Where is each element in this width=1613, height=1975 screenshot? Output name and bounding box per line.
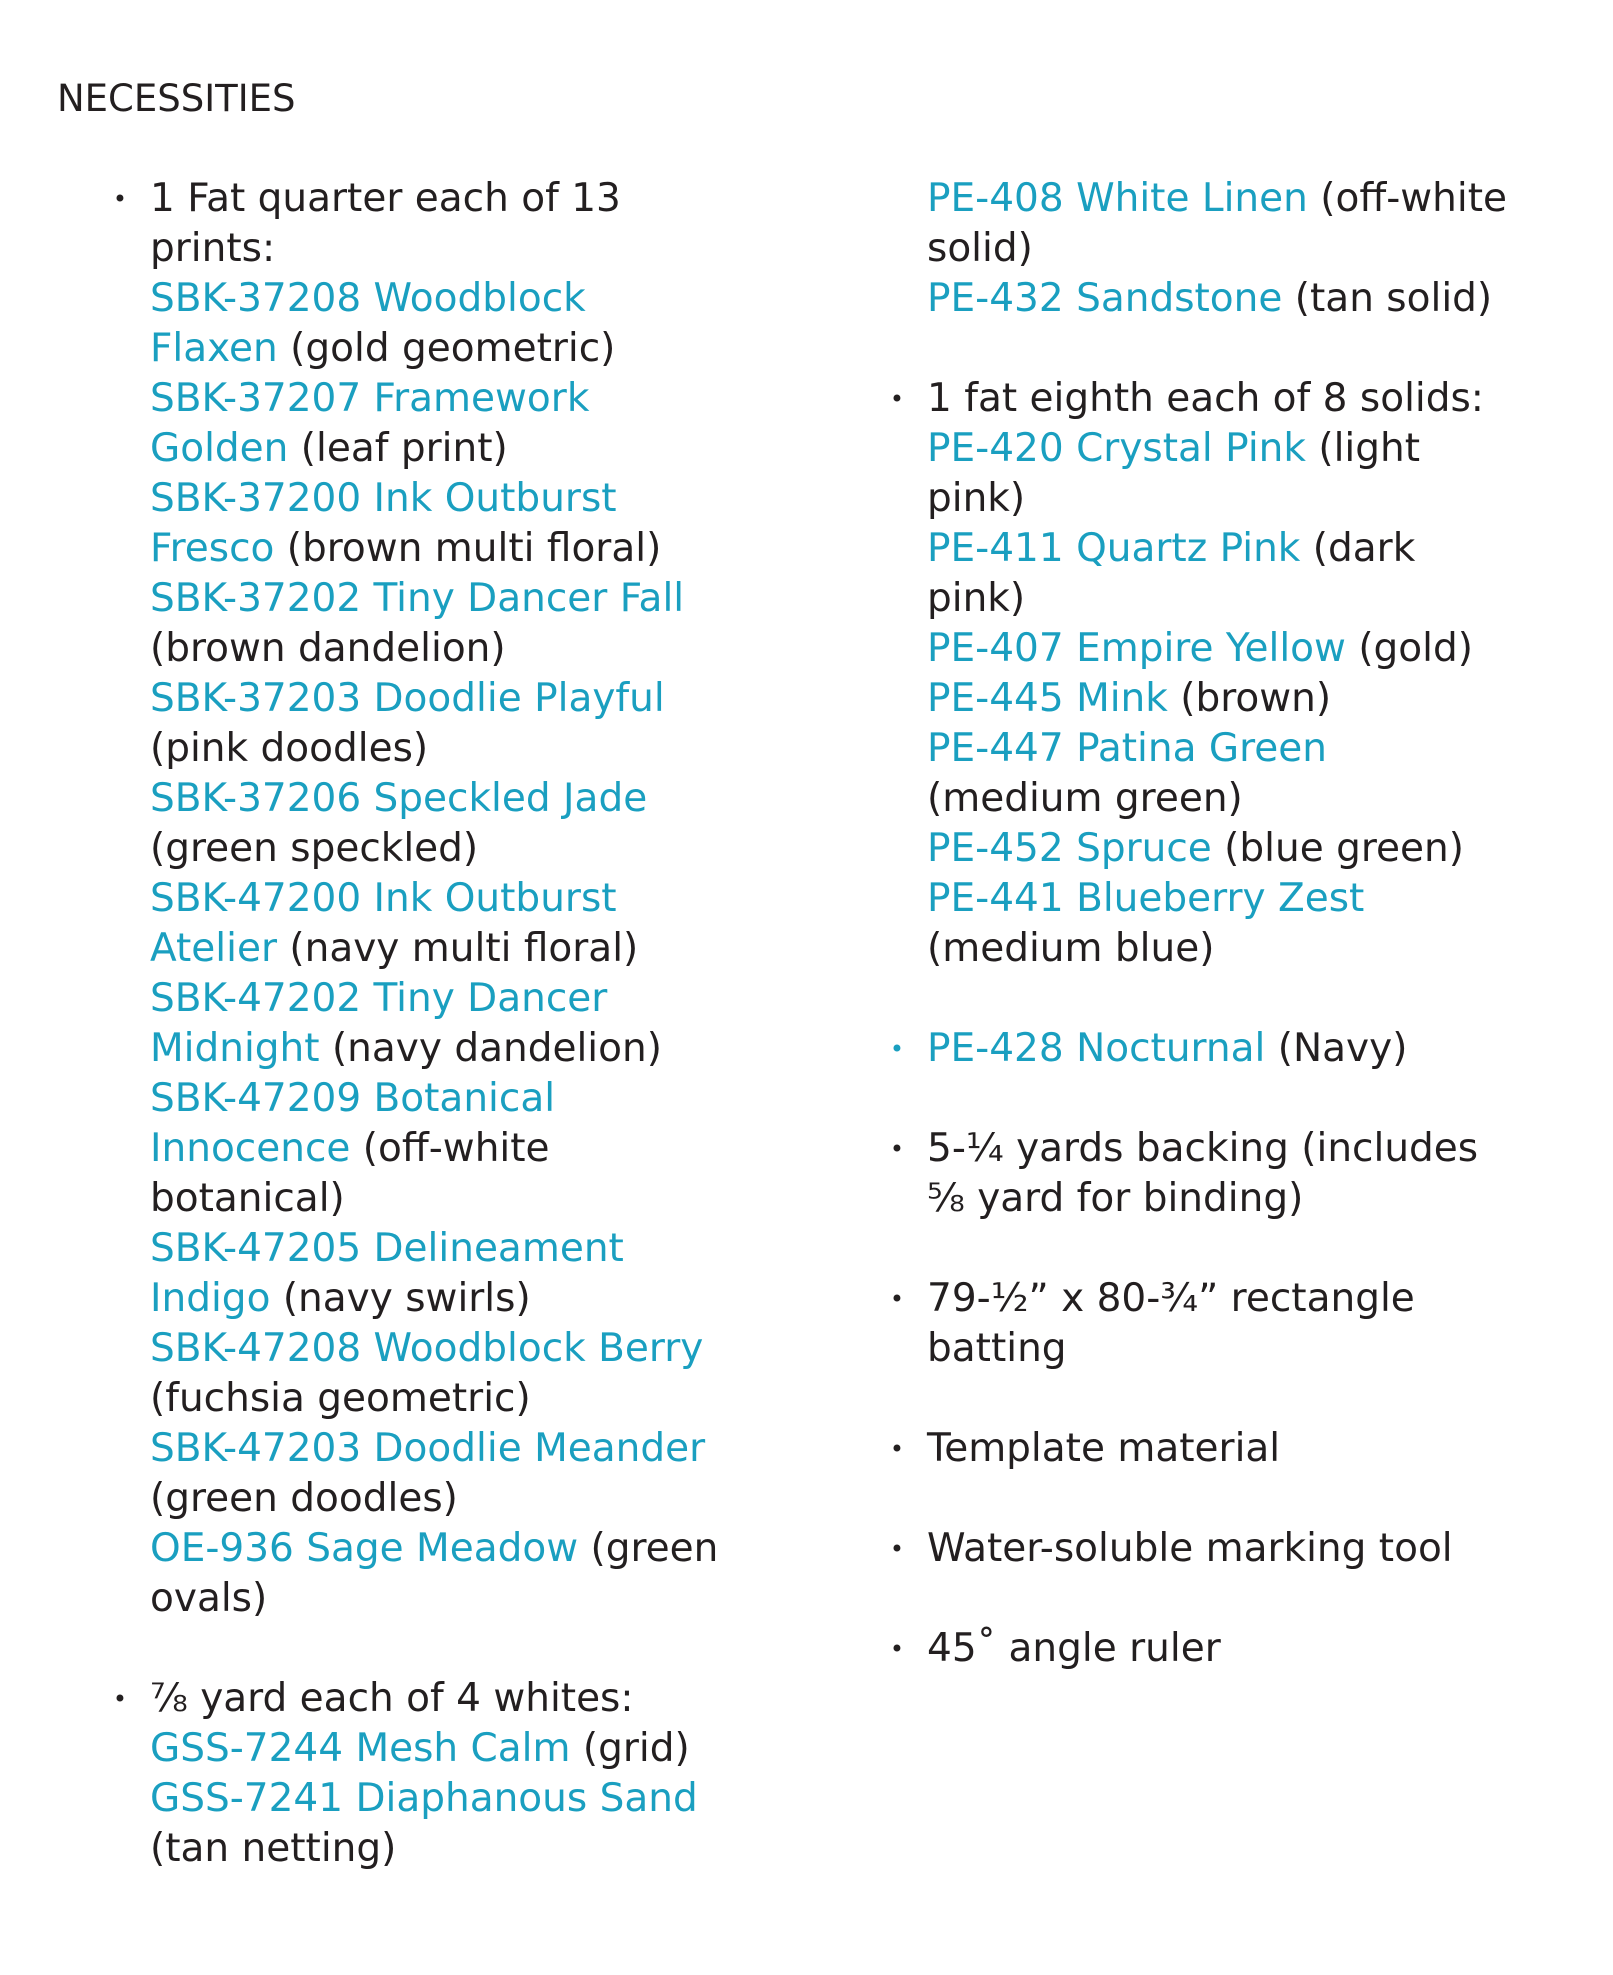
fabric-code: PE-420 Crystal Pink (927, 426, 1306, 471)
item-text: 1 fat eighth each of 8 solids: (927, 376, 1484, 421)
item-line (927, 1524, 1587, 1574)
fabric-code: SBK-47205 Delineament (150, 1226, 624, 1271)
item-text: (navy dandelion) (319, 1026, 662, 1071)
item-line (927, 924, 1587, 974)
supply-item (110, 1674, 770, 1874)
item-line (150, 1174, 770, 1224)
fabric-code: SBK-37206 Speckled Jade (150, 776, 648, 821)
item-text: 1 Fat quarter each of 13 (150, 176, 621, 221)
item-line (927, 424, 1587, 474)
item-line (150, 324, 770, 374)
left-column (110, 174, 770, 1924)
item-line (927, 174, 1587, 224)
bullet-icon: • (889, 1035, 905, 1063)
fabric-code: PE-408 White Linen (927, 176, 1308, 221)
bullet-icon: • (889, 1135, 905, 1163)
fabric-code: SBK-47209 Botanical (150, 1076, 556, 1121)
fabric-code: GSS-7244 Mesh Calm (150, 1726, 571, 1771)
item-text: (green speckled) (150, 826, 479, 871)
item-line (927, 824, 1587, 874)
item-line (150, 924, 770, 974)
item-text: (navy multi floral) (276, 926, 639, 971)
fabric-code: SBK-37202 Tiny Dancer Fall (150, 576, 685, 621)
item-line (150, 824, 770, 874)
item-line (927, 1624, 1587, 1674)
fabric-code: Fresco (150, 526, 275, 571)
bullet-icon: • (889, 1635, 905, 1663)
item-text: (tan netting) (150, 1826, 397, 1871)
item-text: (blue green) (1211, 826, 1464, 871)
item-line (150, 1074, 770, 1124)
item-line (150, 1274, 770, 1324)
item-line (927, 624, 1587, 674)
item-line (927, 1274, 1587, 1324)
item-line (150, 424, 770, 474)
supply-list-right (887, 174, 1587, 1674)
item-line (150, 174, 770, 224)
item-text: solid) (927, 226, 1033, 271)
item-line (927, 474, 1587, 524)
fabric-code: SBK-37203 Doodlie Playful (150, 676, 665, 721)
supply-item (110, 174, 770, 1624)
item-text: (navy swirls) (270, 1276, 531, 1321)
bullet-icon: • (889, 1435, 905, 1463)
bullet-icon: • (889, 385, 905, 413)
fabric-code: SBK-47203 Doodlie Meander (150, 1426, 706, 1471)
bullet-icon: • (112, 185, 128, 213)
item-line (150, 1024, 770, 1074)
fabric-code: Midnight (150, 1026, 320, 1071)
item-line (150, 1474, 770, 1524)
item-line (150, 1324, 770, 1374)
item-line (150, 1574, 770, 1624)
item-text: 45˚ angle ruler (927, 1626, 1221, 1671)
item-text: (tan solid) (1282, 276, 1493, 321)
item-line (150, 724, 770, 774)
item-line (150, 1774, 770, 1824)
item-line (150, 574, 770, 624)
item-line (927, 774, 1587, 824)
fabric-code: SBK-47202 Tiny Dancer (150, 976, 608, 1021)
item-line (150, 374, 770, 424)
item-text: (green (578, 1526, 719, 1571)
fabric-code: PE-445 Mink (927, 676, 1168, 721)
supply-item (887, 1524, 1587, 1574)
item-text: ovals) (150, 1576, 268, 1621)
supply-item (887, 1024, 1587, 1074)
item-line (927, 524, 1587, 574)
item-line (150, 624, 770, 674)
item-text: (gold) (1345, 626, 1473, 671)
item-line (150, 474, 770, 524)
bullet-icon: • (889, 1535, 905, 1563)
fabric-code: Golden (150, 426, 289, 471)
item-text: (fuchsia geometric) (150, 1376, 531, 1421)
item-text: (brown dandelion) (150, 626, 506, 671)
page-heading: NECESSITIES (57, 77, 296, 120)
item-text: pink) (927, 576, 1026, 621)
item-text: pink) (927, 476, 1026, 521)
item-line (927, 874, 1587, 924)
fabric-code: Flaxen (150, 326, 278, 371)
item-line (150, 674, 770, 724)
bullet-icon: • (889, 1285, 905, 1313)
item-text: (off-white (1307, 176, 1508, 221)
item-line (927, 1174, 1587, 1224)
fabric-code: PE-411 Quartz Pink (927, 526, 1301, 571)
fabric-code: SBK-37207 Framework (150, 376, 590, 421)
item-text: 5-¼ yards backing (includes (927, 1126, 1479, 1171)
item-line (927, 724, 1587, 774)
item-line (150, 224, 770, 274)
item-text: Template material (927, 1426, 1281, 1471)
supply-item (887, 1424, 1587, 1474)
item-line (927, 274, 1587, 324)
fabric-code: PE-428 Nocturnal (927, 1026, 1266, 1071)
item-line (150, 774, 770, 824)
fabric-code: SBK-37208 Woodblock (150, 276, 586, 321)
item-text: Water-soluble marking tool (927, 1526, 1453, 1571)
item-text: ⅝ yard for binding) (927, 1176, 1304, 1221)
item-line (927, 1424, 1587, 1474)
supply-item (887, 1624, 1587, 1674)
item-text: (pink doodles) (150, 726, 429, 771)
item-line (927, 574, 1587, 624)
fabric-code: Indigo (150, 1276, 271, 1321)
fabric-code: PE-452 Spruce (927, 826, 1212, 871)
item-line (927, 1324, 1587, 1374)
item-line (150, 1124, 770, 1174)
supply-item (887, 374, 1587, 974)
item-text: (brown multi floral) (274, 526, 662, 571)
supply-item (887, 1124, 1587, 1224)
item-text: botanical) (150, 1176, 345, 1221)
item-line (150, 1424, 770, 1474)
right-column (887, 174, 1587, 1724)
fabric-code: GSS-7241 Diaphanous Sand (150, 1776, 698, 1821)
item-line (150, 524, 770, 574)
fabric-code: PE-432 Sandstone (927, 276, 1283, 321)
supply-item (887, 174, 1587, 324)
item-line (150, 874, 770, 924)
fabric-code: SBK-47208 Woodblock Berry (150, 1326, 704, 1371)
fabric-code: SBK-37200 Ink Outburst (150, 476, 617, 521)
item-text: (dark (1300, 526, 1416, 571)
item-line (927, 1024, 1587, 1074)
item-text: (gold geometric) (277, 326, 616, 371)
item-line (150, 1724, 770, 1774)
item-text: (light (1305, 426, 1421, 471)
item-line (150, 1374, 770, 1424)
item-text: (leaf print) (288, 426, 508, 471)
fabric-code: PE-441 Blueberry Zest (927, 876, 1365, 921)
fabric-code: OE-936 Sage Meadow (150, 1526, 579, 1571)
item-text: 79-½” x 80-¾” rectangle (927, 1276, 1415, 1321)
item-text: (off-white (350, 1126, 550, 1171)
item-line (150, 1824, 770, 1874)
fabric-code: PE-447 Patina Green (927, 726, 1327, 771)
item-line (927, 674, 1587, 724)
item-text: prints: (150, 226, 276, 271)
item-line (927, 224, 1587, 274)
bullet-icon: • (112, 1685, 128, 1713)
fabric-code: SBK-47200 Ink Outburst (150, 876, 617, 921)
item-text: (grid) (570, 1726, 690, 1771)
item-line (150, 974, 770, 1024)
item-line (150, 1674, 770, 1724)
item-text: (green doodles) (150, 1476, 458, 1521)
item-line (927, 1124, 1587, 1174)
item-line (150, 1524, 770, 1574)
item-line (150, 274, 770, 324)
item-text: (medium blue) (927, 926, 1215, 971)
fabric-code: Atelier (150, 926, 277, 971)
item-text: (Navy) (1265, 1026, 1408, 1071)
item-text: (brown) (1167, 676, 1332, 721)
supply-item (887, 1274, 1587, 1374)
item-text: batting (927, 1326, 1067, 1371)
item-text: ⅞ yard each of 4 whites: (150, 1676, 634, 1721)
supply-list-left (110, 174, 770, 1874)
item-line (150, 1224, 770, 1274)
fabric-code: Innocence (150, 1126, 351, 1171)
item-text: (medium green) (927, 776, 1243, 821)
fabric-code: PE-407 Empire Yellow (927, 626, 1346, 671)
item-line (927, 374, 1587, 424)
